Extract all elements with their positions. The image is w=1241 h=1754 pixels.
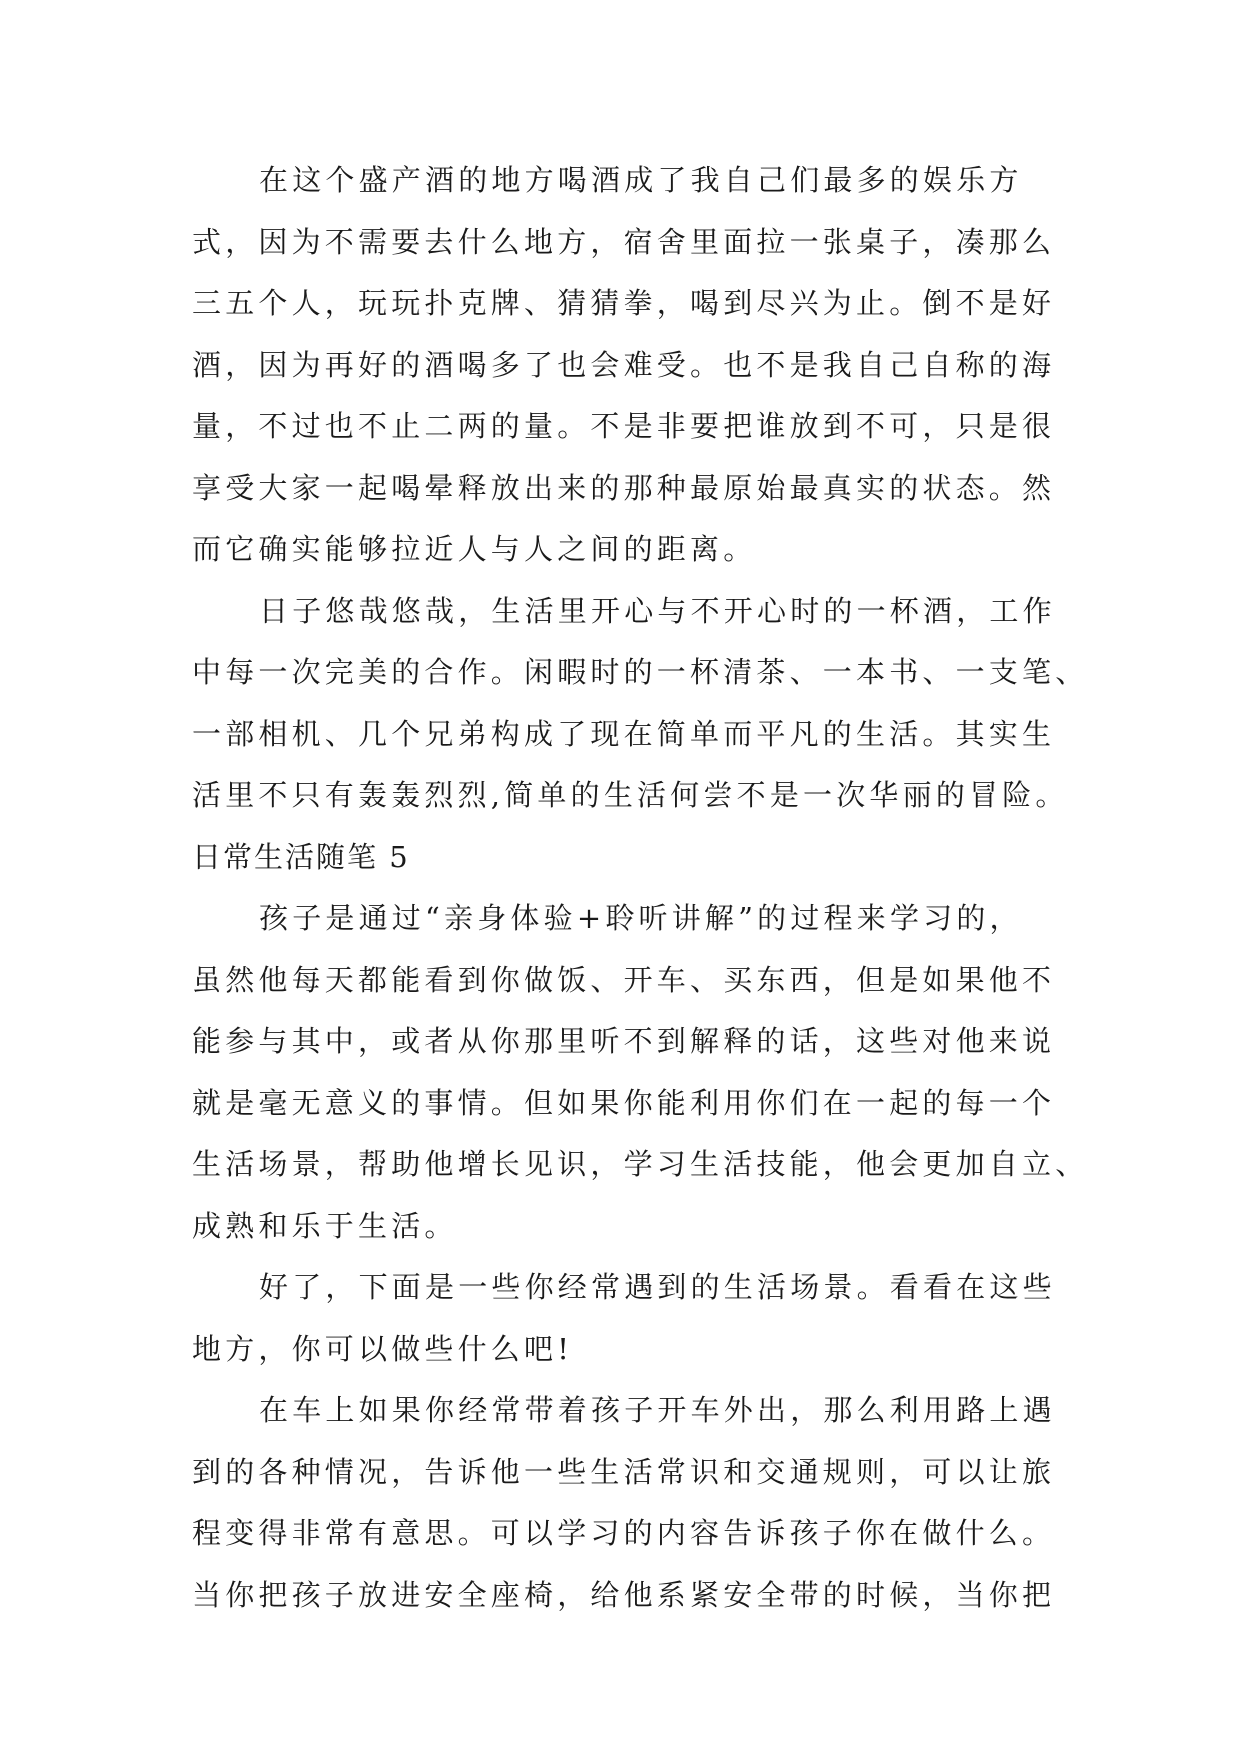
paragraph-line: 虽然他每天都能看到你做饭、开车、买东西，但是如果他不 [192,962,1056,997]
paragraph-line: 程变得非常有意思。可以学习的内容告诉孩子你在做什么。 [192,1516,1056,1550]
paragraph-line: 好了，下面是一些你经常遇到的生活场景。看看在这些 [259,1270,1056,1304]
paragraph-line: 孩子是通过“亲身体验+聆听讲解”的过程来学习的， [259,901,1023,935]
paragraph-line: 式，因为不需要去什么地方，宿舍里面拉一张桌子，凑那么 [192,224,1056,259]
paragraph-line: 享受大家一起喝晕释放出来的那种最原始最真实的状态。然 [192,470,1056,505]
section-heading: 日常生活随笔 5 [192,839,410,874]
paragraph-line: 当你把孩子放进安全座椅，给他系紧安全带的时候，当你把 [192,1577,1056,1612]
paragraph-line: 酒，因为再好的酒喝多了也会难受。也不是我自己自称的海 [192,347,1056,382]
paragraph-line: 成熟和乐于生活。 [192,1208,458,1243]
paragraph-line: 活里不只有轰轰烈烈,简单的生活何尝不是一次华丽的冒险。 [192,778,1069,812]
paragraph-line: 中每一次完美的合作。闲暇时的一杯清茶、一本书、一支笔、 [192,655,1089,689]
paragraph-line: 生活场景，帮助他增长见识，学习生活技能，他会更加自立、 [192,1147,1089,1181]
paragraph-line: 就是毫无意义的事情。但如果你能利用你们在一起的每一个 [192,1085,1056,1120]
paragraph-line: 日子悠哉悠哉，生活里开心与不开心时的一杯酒，工作 [259,593,1056,628]
document-body [192,150,1089,1626]
paragraph-line: 到的各种情况，告诉他一些生活常识和交通规则，可以让旅 [192,1454,1056,1489]
paragraph-line: 量，不过也不止二两的量。不是非要把谁放到不可，只是很 [192,409,1056,443]
paragraph-line: 能参与其中，或者从你那里听不到解释的话，这些对他来说 [192,1024,1056,1058]
paragraph-line: 一部相机、几个兄弟构成了现在简单而平凡的生活。其实生 [192,716,1056,751]
paragraph-line: 地方，你可以做些什么吧! [192,1331,574,1366]
paragraph-line: 而它确实能够拉近人与人之间的距离。 [192,532,757,566]
paragraph-line: 在这个盛产酒的地方喝酒成了我自己们最多的娱乐方 [259,163,1023,197]
paragraph-line: 三五个人，玩玩扑克牌、猜猜拳，喝到尽兴为止。倒不是好 [192,286,1056,320]
paragraph-line: 在车上如果你经常带着孩子开车外出，那么利用路上遇 [259,1393,1056,1427]
